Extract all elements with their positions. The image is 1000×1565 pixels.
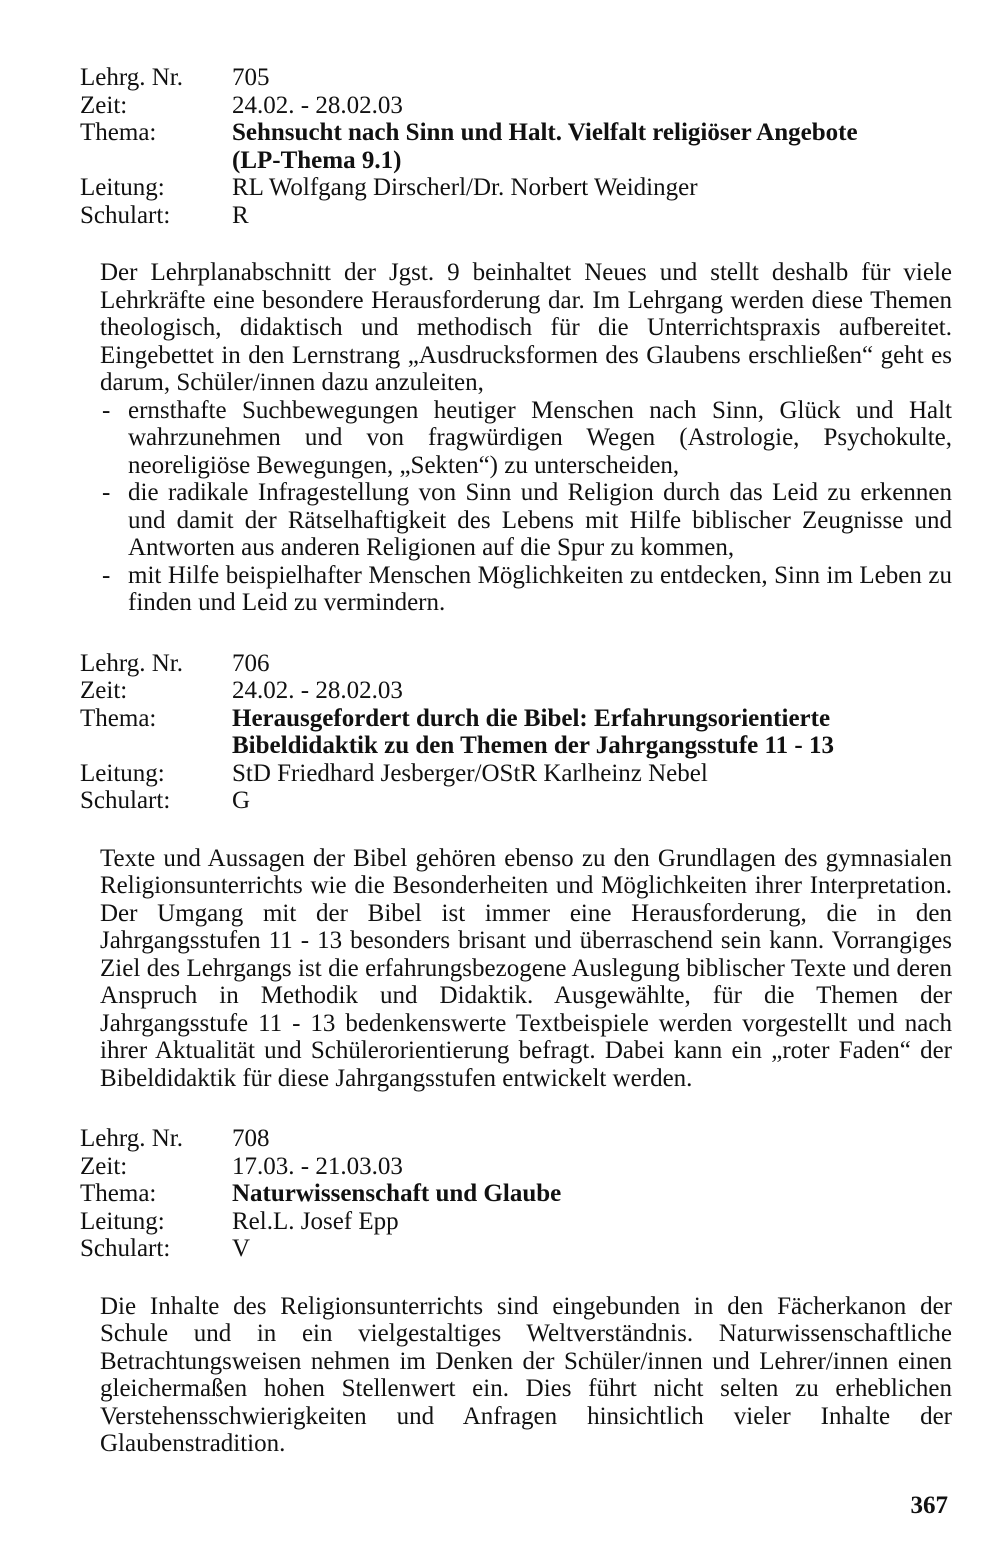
course-dates: 24.02. - 28.02.03: [232, 91, 403, 119]
label-schulart: Schulart:: [80, 201, 171, 229]
course-description: [80, 259, 952, 617]
description-paragraph: Die Inhalte des Religionsunterrichts sind eingebunden in den Fächerkanon der Schule und in ein vielgestaltiges Weltverständnis. Naturwissenschaftliche Betrachtungsweisen nehmen im Denken der Schüler/innen und Lehrer/innen einen gleichermaßen hohen Stellenwert ein. Dies führt nicht selten zu erheblichen Verstehensschwierigkeiten und Anfragen hinsichtlich vieler Inhalte der Glaubenstradition.: [100, 1292, 952, 1457]
course-leaders: Rel.L. Josef Epp: [232, 1207, 399, 1235]
meta-row-leitung: [80, 760, 952, 788]
course-number: 705: [232, 64, 270, 91]
label-thema: Thema:: [80, 704, 157, 732]
meta-row-nr: [80, 64, 952, 92]
meta-row-nr: [80, 1125, 952, 1153]
course-topic-line: Sehnsucht nach Sinn und Halt. Vielfalt religiöser Angebote: [232, 119, 858, 146]
label-thema: Thema:: [80, 119, 157, 146]
page-content: [80, 64, 952, 1458]
label-schulart: Schulart:: [80, 787, 171, 814]
list-item: [100, 479, 952, 562]
course-number: 706: [232, 649, 270, 677]
course-meta: [80, 650, 952, 815]
meta-row-thema: [80, 705, 952, 760]
course-school-type: R: [232, 201, 249, 229]
meta-row-schulart: [80, 1235, 952, 1263]
meta-row-zeit: [80, 92, 952, 120]
course-number: 708: [232, 1125, 270, 1152]
course-description: [80, 1293, 952, 1458]
course-topic: [232, 1180, 952, 1208]
description-paragraph: Texte und Aussagen der Bibel gehören ebenso zu den Grundlagen des gymnasialen Religionsunterrichts wie die Besonderheiten und Möglichkeiten ihrer Interpretation. Der Umgang mit der Bibel ist immer eine Herausforderung, die in den Jahrgangsstufen 11 - 13 besonders brisant und überraschend sein kann. Vorrangiges Ziel des Lehrgangs ist die erfahrungsbezogene Auslegung biblischer Texte und deren Anspruch in Methodik und Didaktik. Ausgewählte, für die Themen der Jahrgangsstufe 11 - 13 bedenkenswerte Textbeispiele werden vorgestellt und nach ihrer Aktualität und Schülerorientierung befragt. Dabei kann ein „roter Faden“ der Bibeldidaktik für diese Jahrgangsstufen entwickelt werden.: [100, 844, 952, 1092]
course-708: [80, 1125, 952, 1458]
course-706: [80, 650, 952, 1093]
bullet-dash: -: [102, 561, 111, 589]
course-dates: 24.02. - 28.02.03: [232, 677, 403, 704]
label-schulart: Schulart:: [80, 1235, 171, 1262]
meta-row-thema: [80, 1180, 952, 1208]
label-lehrg: Lehrg. Nr.: [80, 64, 183, 91]
course-topic: [232, 119, 952, 174]
meta-row-leitung: [80, 1208, 952, 1236]
course-topic-line: Bibeldidaktik zu den Themen der Jahrgangsstufe 11 - 13: [232, 732, 834, 759]
course-school-type: G: [232, 787, 251, 814]
meta-row-zeit: [80, 677, 952, 705]
meta-row-schulart: [80, 787, 952, 815]
label-zeit: Zeit:: [80, 1152, 128, 1180]
course-dates: 17.03. - 21.03.03: [232, 1152, 403, 1180]
list-item: [100, 397, 952, 480]
description-paragraph: Der Lehrplanabschnitt der Jgst. 9 beinhaltet Neues und stellt deshalb für viele Lehrkräfte eine besondere Herausforderung dar. Im Lehrgang werden diese Themen theologisch, didaktisch und methodisch für die Unterrichtspraxis aufbereitet. Eingebettet in den Lernstrang „Ausdrucksformen des Glaubens erschließen“ geht es darum, Schüler/innen dazu anzuleiten,: [100, 259, 952, 396]
course-description: [80, 845, 952, 1093]
course-topic: [232, 705, 952, 760]
bullet-dash: -: [102, 396, 111, 424]
label-zeit: Zeit:: [80, 677, 128, 704]
course-topic-line: Naturwissenschaft und Glaube: [232, 1180, 562, 1207]
list-item-text: mit Hilfe beispielhafter Menschen Möglichkeiten zu entdecken, Sinn im Leben zu finden und Leid zu vermindern.: [128, 561, 952, 616]
label-leitung: Leitung:: [80, 174, 165, 201]
bullet-list: [100, 397, 952, 617]
label-lehrg: Lehrg. Nr.: [80, 649, 183, 677]
label-lehrg: Lehrg. Nr.: [80, 1125, 183, 1152]
course-meta: [80, 1125, 952, 1263]
label-zeit: Zeit:: [80, 91, 128, 119]
meta-row-schulart: [80, 202, 952, 230]
meta-row-zeit: [80, 1153, 952, 1181]
course-school-type: V: [232, 1235, 251, 1262]
meta-row-nr: [80, 650, 952, 678]
label-leitung: Leitung:: [80, 1207, 165, 1235]
course-meta: [80, 64, 952, 229]
bullet-dash: -: [102, 479, 111, 506]
list-item-text: die radikale Infragestellung von Sinn und Religion durch das Leid zu erkennen und damit der Rätselhaftigkeit des Lebens mit Hilfe biblischer Zeugnisse und Antworten aus anderen Religionen auf die Spur zu kommen,: [128, 479, 952, 561]
meta-row-thema: [80, 119, 952, 174]
course-leaders: RL Wolfgang Dirscherl/Dr. Norbert Weidinger: [232, 174, 698, 201]
list-item: [100, 562, 952, 617]
course-topic-line: Herausgefordert durch die Bibel: Erfahrungsorientierte: [232, 704, 831, 732]
course-leaders: StD Friedhard Jesberger/OStR Karlheinz Nebel: [232, 759, 708, 787]
list-item-text: ernsthafte Suchbewegungen heutiger Menschen nach Sinn, Glück und Halt wahrzunehmen und von fragwürdigen Wegen (Astrologie, Psychokulte, neoreligiöse Bewegungen, „Sekten“) zu unterscheiden,: [128, 396, 952, 479]
course-topic-line: (LP-Thema 9.1): [232, 146, 402, 174]
label-thema: Thema:: [80, 1180, 157, 1207]
course-705: [80, 64, 952, 617]
label-leitung: Leitung:: [80, 759, 165, 787]
page-number: 367: [910, 1492, 948, 1519]
meta-row-leitung: [80, 174, 952, 202]
